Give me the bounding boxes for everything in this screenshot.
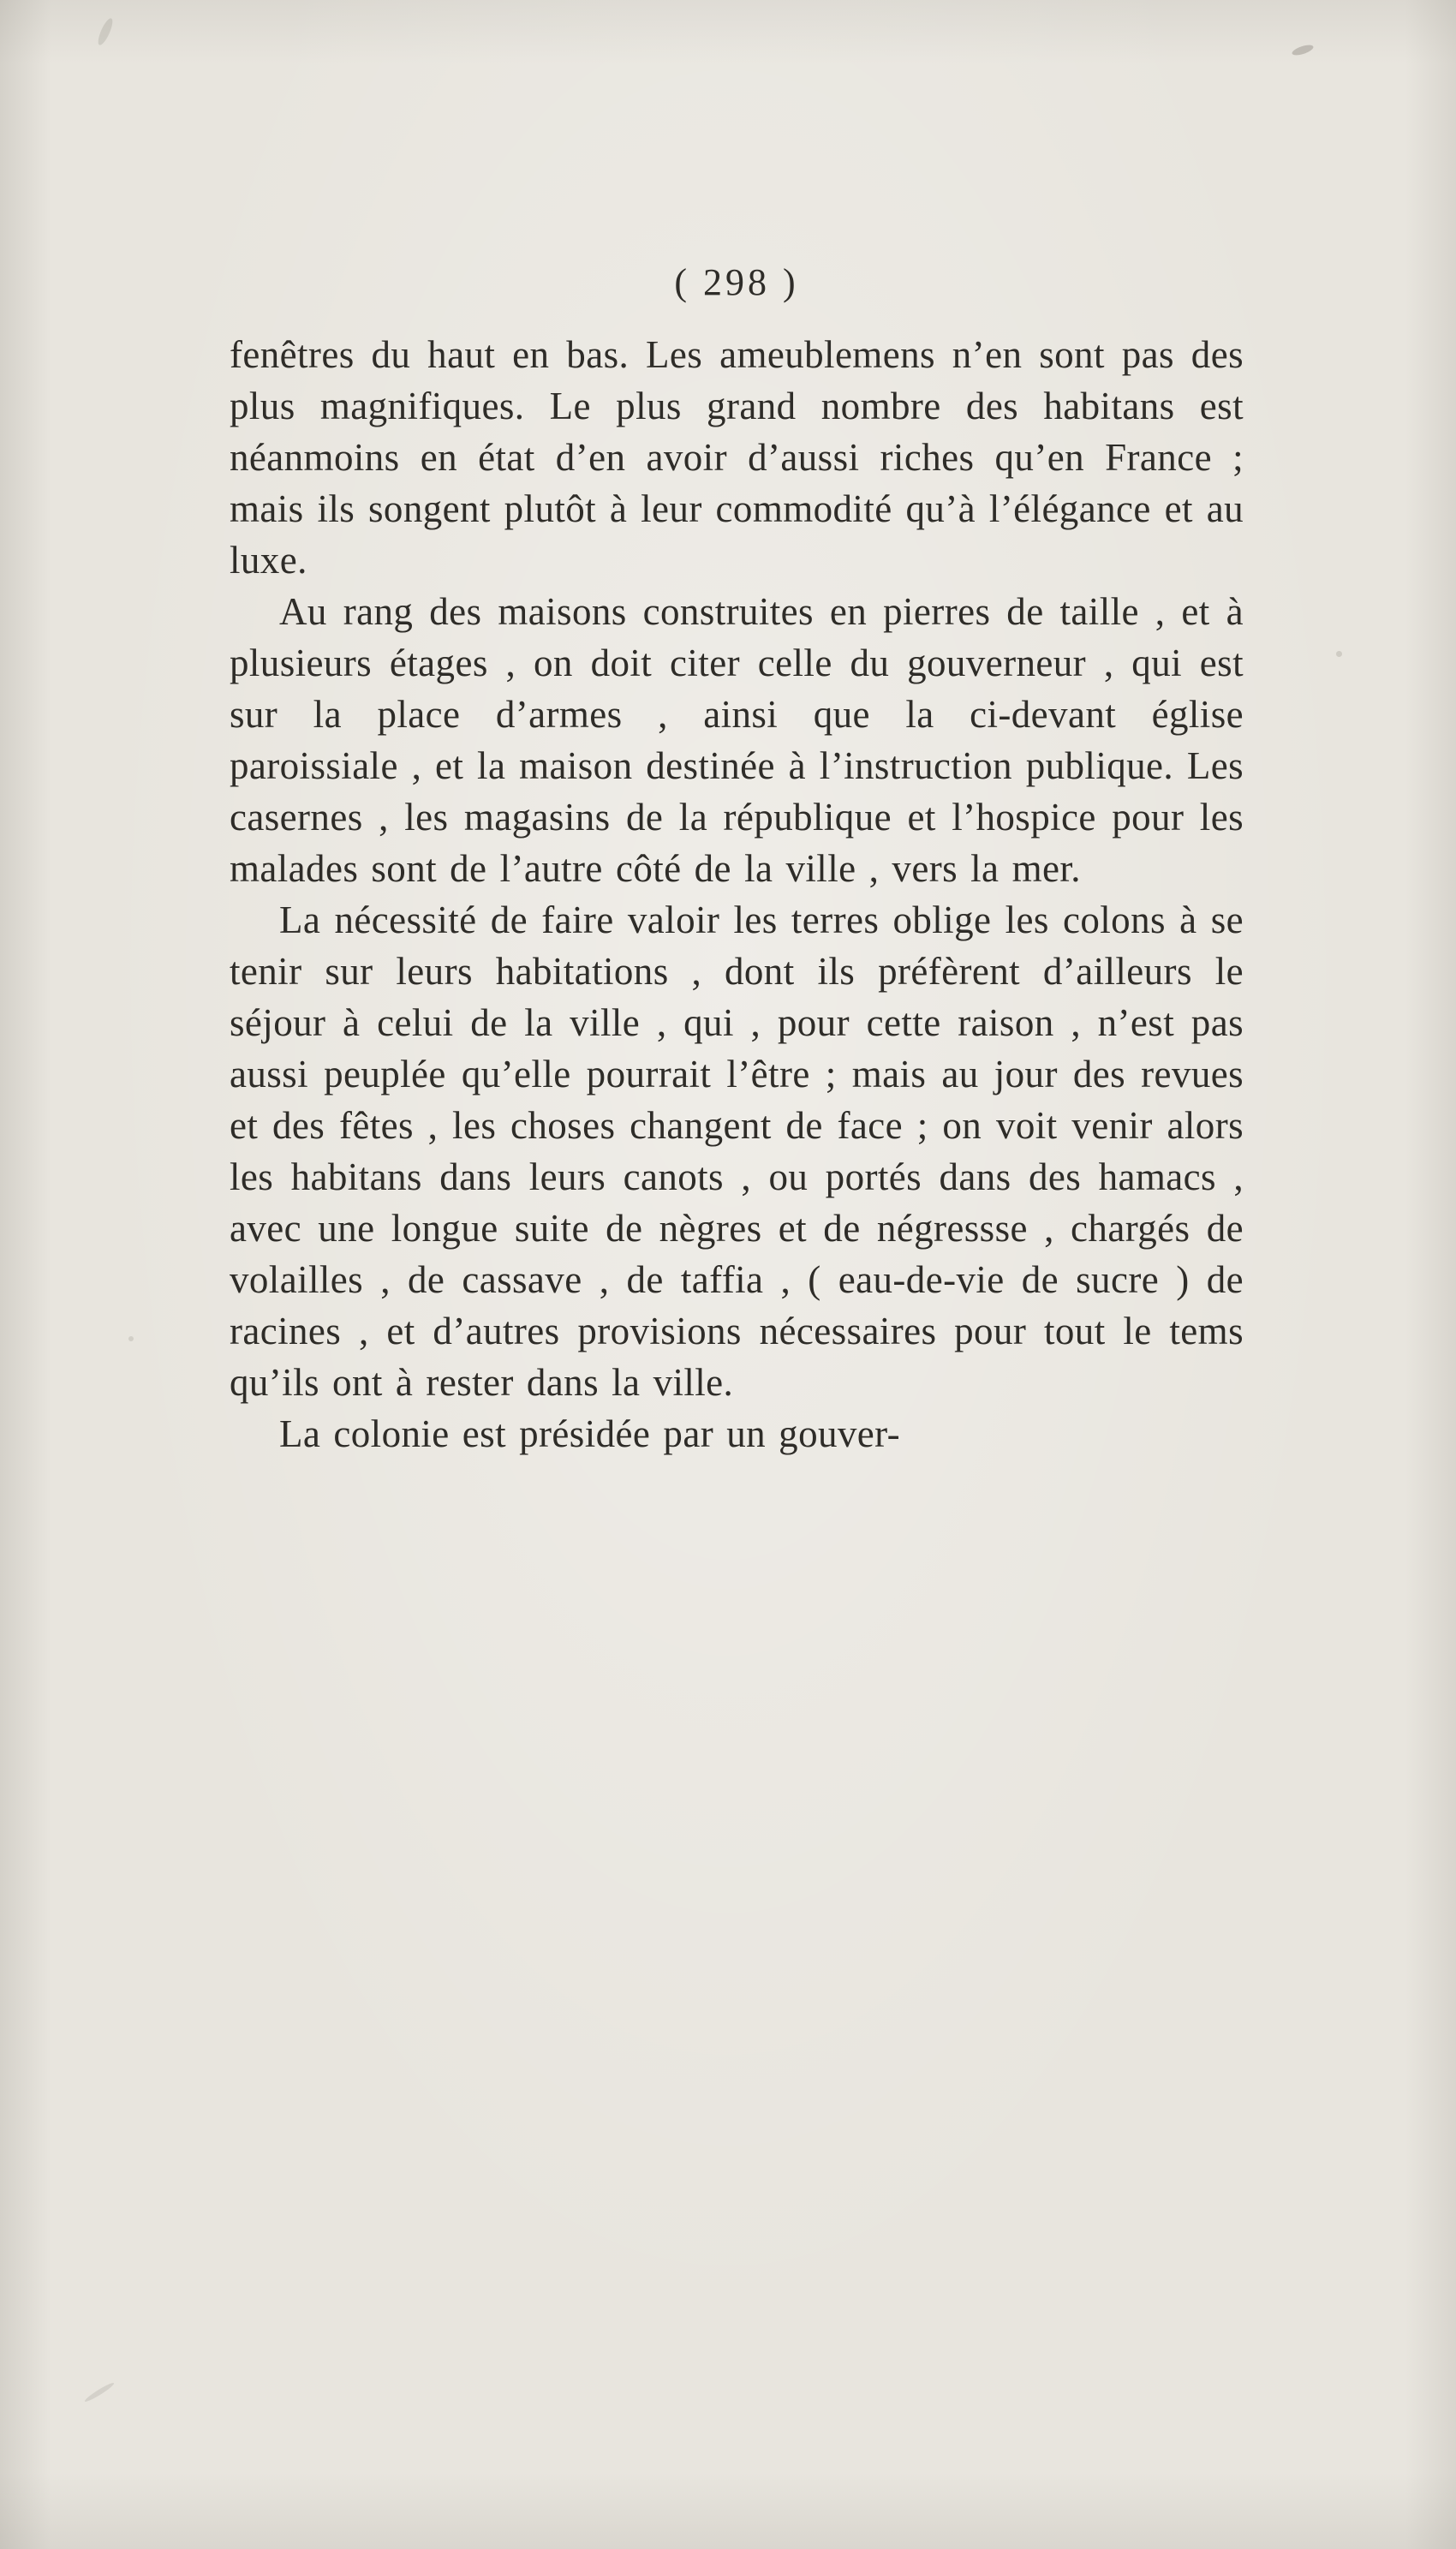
paragraph-continuation: fenêtres du haut en bas. Les ameublemens n’en sont pas des plus magnifiques. Le plus grand nombre des habitans est néanmoins en état d’en avoir d’aussi riches qu’en France ; mais ils songent plutôt à leur commodité qu’à l’élégance et au luxe. xyxy=(230,333,1244,582)
paragraph-colons: La nécessité de faire valoir les terres oblige les colons à se tenir sur leurs habitations , dont ils préfèrent d’ailleurs le séjour à celui de la ville , qui , pour cette raison , n’est pas aussi peuplée qu’elle pourrait l’être ; mais au jour des revues et des fêtes , les choses changent de face ; on voit venir alors les habitans dans leurs canots , ou portés dans des hamacs , avec une longue suite de nègres et de négressse , chargés de volailles , de cassave , de taffia , ( eau-de-vie de sucre ) de racines , et d’autres provisions nécessaires pour tout le tems qu’ils ont à rester dans la ville. xyxy=(230,898,1244,1404)
ink-speck xyxy=(1291,43,1315,57)
page-number: ( 298 ) xyxy=(674,261,799,303)
ink-speck xyxy=(128,1336,134,1341)
paragraph-colonie: La colonie est présidée par un gouver- xyxy=(279,1412,901,1455)
paragraph-maisons: Au rang des maisons construites en pierres de taille , et à plusieurs étages , on doit citer celle du gouverneur , qui est sur la place d’armes , ainsi que la ci-devant église paroissiale , et la maison destinée à l’instruction publique. Les casernes , les magasins de la république et l’hospice pour les malades sont de l’autre côté de la ville , vers la mer. xyxy=(230,590,1244,890)
ink-speck xyxy=(1336,651,1342,657)
ink-speck xyxy=(83,2381,115,2403)
ink-speck xyxy=(96,16,116,46)
